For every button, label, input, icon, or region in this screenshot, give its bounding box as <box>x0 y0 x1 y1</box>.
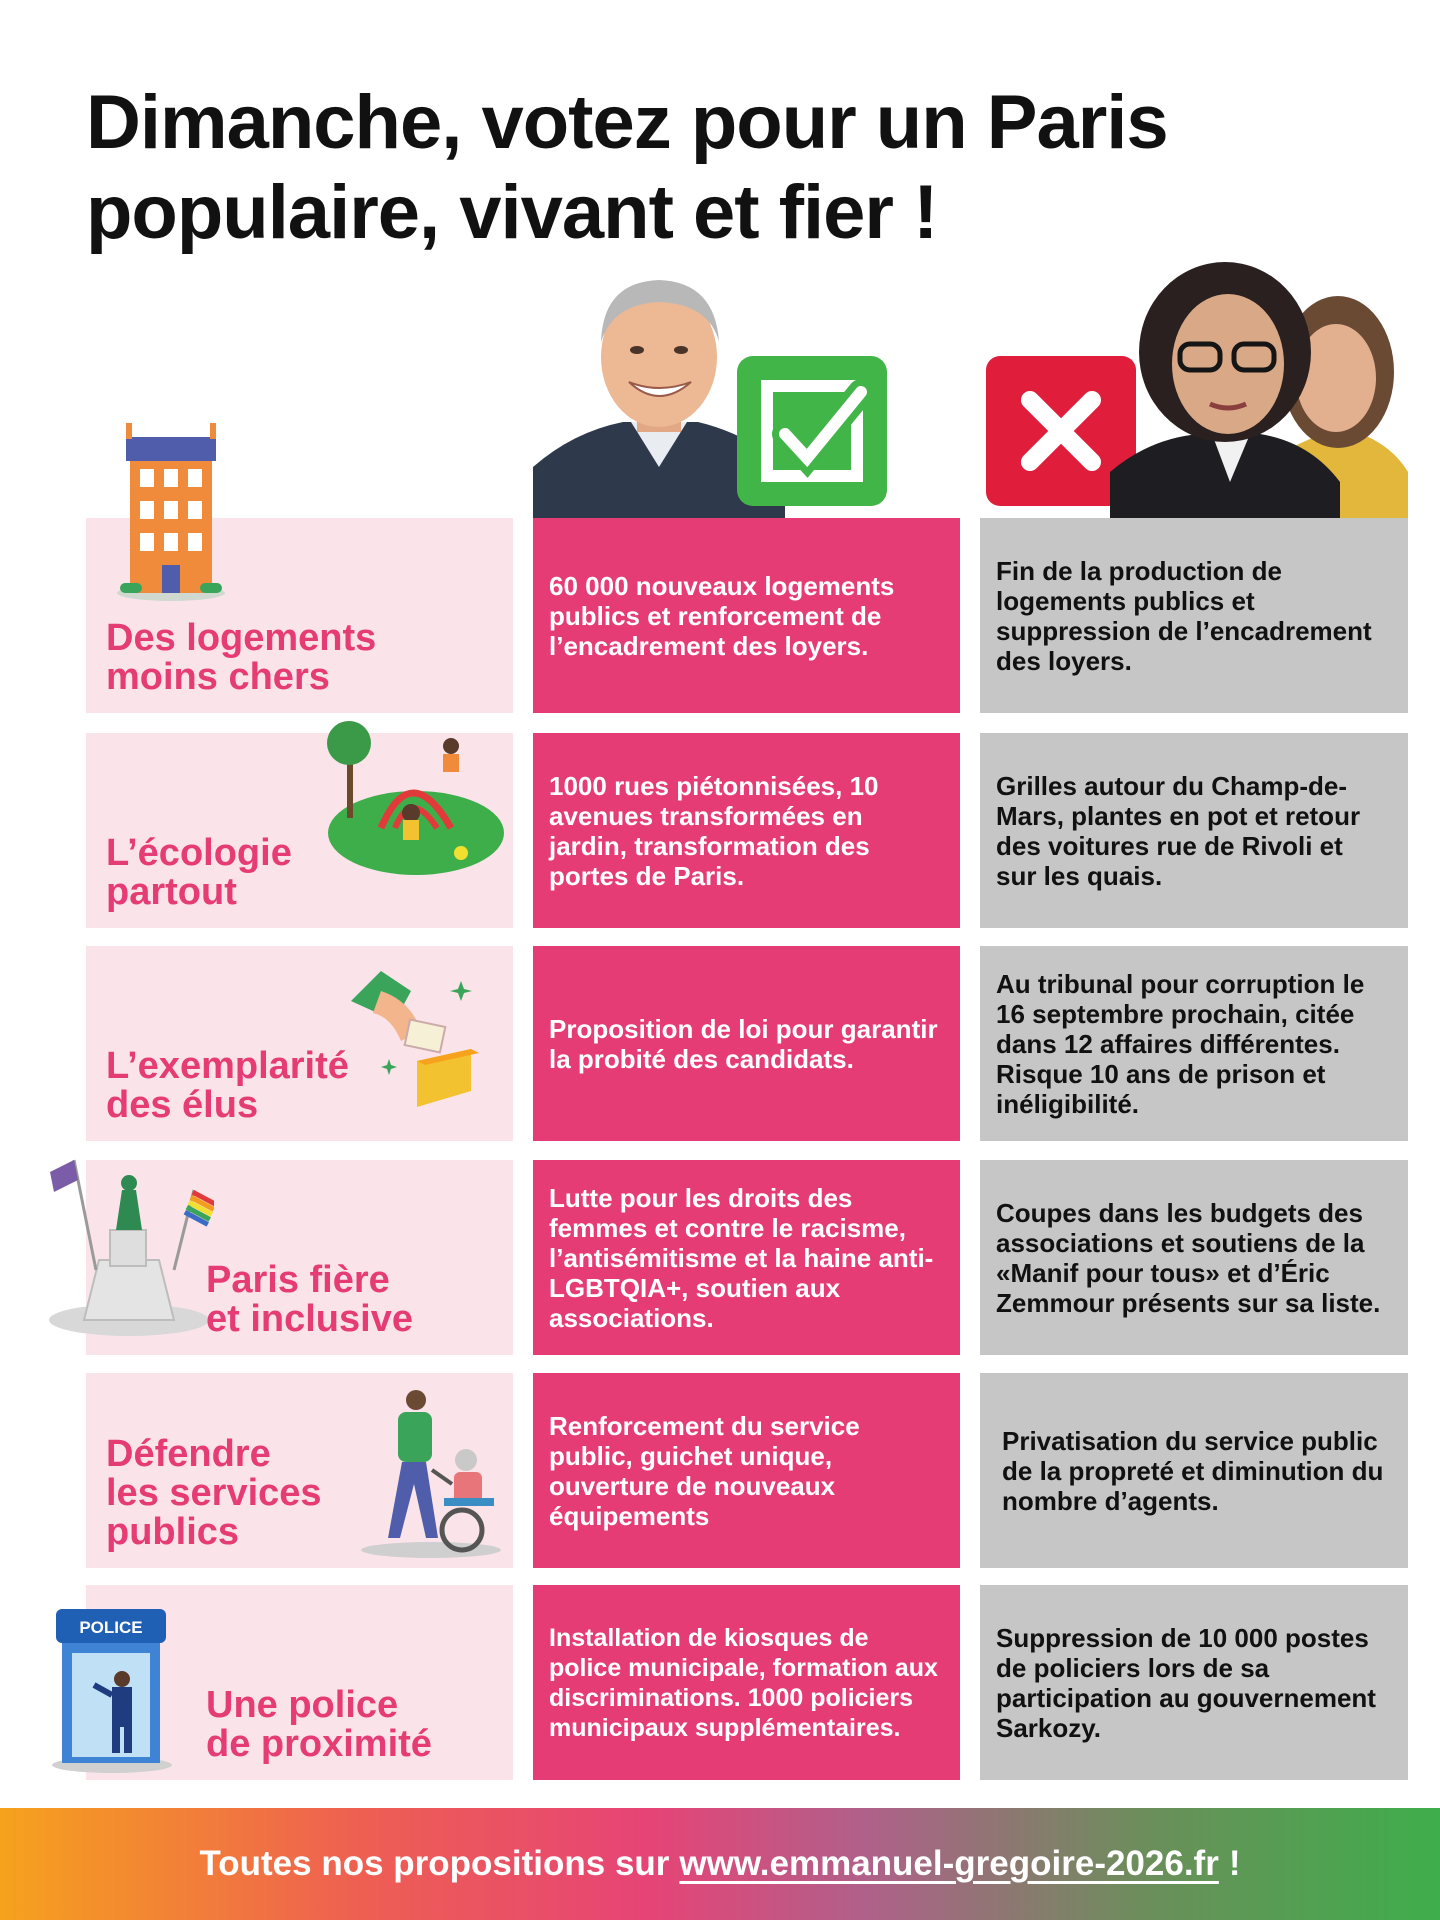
con-cell <box>980 518 1408 713</box>
park-playground-icon <box>311 718 506 893</box>
con-cell <box>980 946 1408 1141</box>
page-title <box>86 78 1386 258</box>
topic-label <box>206 1686 432 1764</box>
topic-line: de proximité <box>206 1723 432 1765</box>
ballot-box-icon <box>351 961 491 1136</box>
opponents-portrait <box>1110 252 1408 520</box>
con-text: Suppression de 10 000 postes de policiers lors de sa participation au gouvernement Sarkozy. <box>996 1622 1376 1743</box>
con-text: Grilles autour du Champ-de-Mars, plantes en pot et retour des voitures rue de Rivoli et sur les quais. <box>996 770 1361 891</box>
topic-label <box>106 834 292 912</box>
topic-line: Une police <box>206 1684 399 1726</box>
topic-cell <box>86 518 513 713</box>
pro-cell <box>533 946 960 1141</box>
con-text: Au tribunal pour corruption le 16 septembre prochain, citée dans 12 affaires différentes. Risque 10 ans de prison et inéligibilité. <box>996 968 1365 1119</box>
topic-cell <box>86 733 513 928</box>
police-sign-text: POLICE <box>79 1618 143 1637</box>
topic-line: des élus <box>106 1084 259 1126</box>
comparison-row-inclusion <box>86 1160 1408 1355</box>
comparison-row-exemplarity <box>86 946 1408 1141</box>
topic-line: Paris fière <box>206 1259 390 1301</box>
con-cell <box>980 733 1408 928</box>
title-line-2: populaire, vivant et fier ! <box>86 170 938 255</box>
topic-cell <box>86 1373 513 1568</box>
topic-line: et inclusive <box>206 1298 413 1340</box>
pro-text: Installation de kiosques de police municipale, formation aux discriminations. 1000 policiers municipaux supplémentaires. <box>549 1623 938 1742</box>
pro-text: Renforcement du service public, guichet unique, ouverture de nouveaux équipements <box>549 1410 860 1531</box>
footer-website-link[interactable]: www.emmanuel-gregoire-2026.fr <box>679 1844 1219 1883</box>
con-text: Fin de la production de logements publics et suppression de l’encadrement des loyers. <box>996 555 1372 676</box>
footer-suffix: ! <box>1228 1844 1241 1883</box>
comparison-row-public-services <box>86 1373 1408 1568</box>
con-cell <box>980 1373 1408 1568</box>
topic-line: partout <box>106 871 237 913</box>
topic-cell <box>86 1160 513 1355</box>
con-text: Privatisation du service public de la propreté et diminution du nombre d’agents. <box>1002 1425 1384 1516</box>
topic-label <box>106 619 376 697</box>
topic-label <box>106 1047 349 1125</box>
topic-line: Défendre <box>106 1433 271 1475</box>
pro-cell <box>533 1585 960 1780</box>
pro-cell <box>533 733 960 928</box>
pro-text: 60 000 nouveaux logements publics et renforcement de l’encadrement des loyers. <box>549 570 895 661</box>
comparison-row-police <box>79 1585 1408 1780</box>
pro-cell <box>533 518 960 713</box>
title-line-1: Dimanche, votez pour un Paris <box>86 80 1168 165</box>
topic-line: publics <box>106 1511 240 1553</box>
footer-prefix: Toutes nos propositions sur <box>199 1844 670 1883</box>
topic-cell <box>86 946 513 1141</box>
pro-cell <box>533 1373 960 1568</box>
comparison-row-housing <box>86 518 1408 713</box>
republique-statue-flags-icon <box>44 1150 214 1345</box>
topic-label <box>206 1261 413 1339</box>
topic-cell <box>79 1585 513 1780</box>
topic-line: L’exemplarité <box>106 1045 349 1087</box>
topic-label <box>106 1435 322 1552</box>
con-cell <box>980 1585 1408 1780</box>
apartment-building-icon <box>116 423 226 608</box>
con-cell <box>980 1160 1408 1355</box>
topic-line: moins chers <box>106 656 330 698</box>
topic-line: L’écologie <box>106 832 292 874</box>
pro-text: Proposition de loi pour garantir la probité des candidats. <box>549 1013 938 1074</box>
pro-cell <box>533 1160 960 1355</box>
con-text: Coupes dans les budgets des associations et soutiens de la «Manif pour tous» et d’Éric Zemmour présents sur sa liste. <box>996 1197 1381 1318</box>
comparison-row-ecology <box>86 733 1408 928</box>
topic-line: les services <box>106 1472 322 1514</box>
police-kiosk-icon <box>50 1603 175 1778</box>
wheelchair-helper-icon <box>356 1388 506 1568</box>
pro-text: 1000 rues piétonnisées, 10 avenues transformées en jardin, transformation des portes de Paris. <box>549 770 879 891</box>
pro-text: Lutte pour les droits des femmes et contre le racisme, l’antisémitisme et la haine anti-LGBTQIA+, soutien aux associations. <box>549 1182 934 1333</box>
check-mark-icon <box>737 356 887 506</box>
footer-banner <box>0 1808 1440 1920</box>
topic-line: Des logements <box>106 617 377 659</box>
